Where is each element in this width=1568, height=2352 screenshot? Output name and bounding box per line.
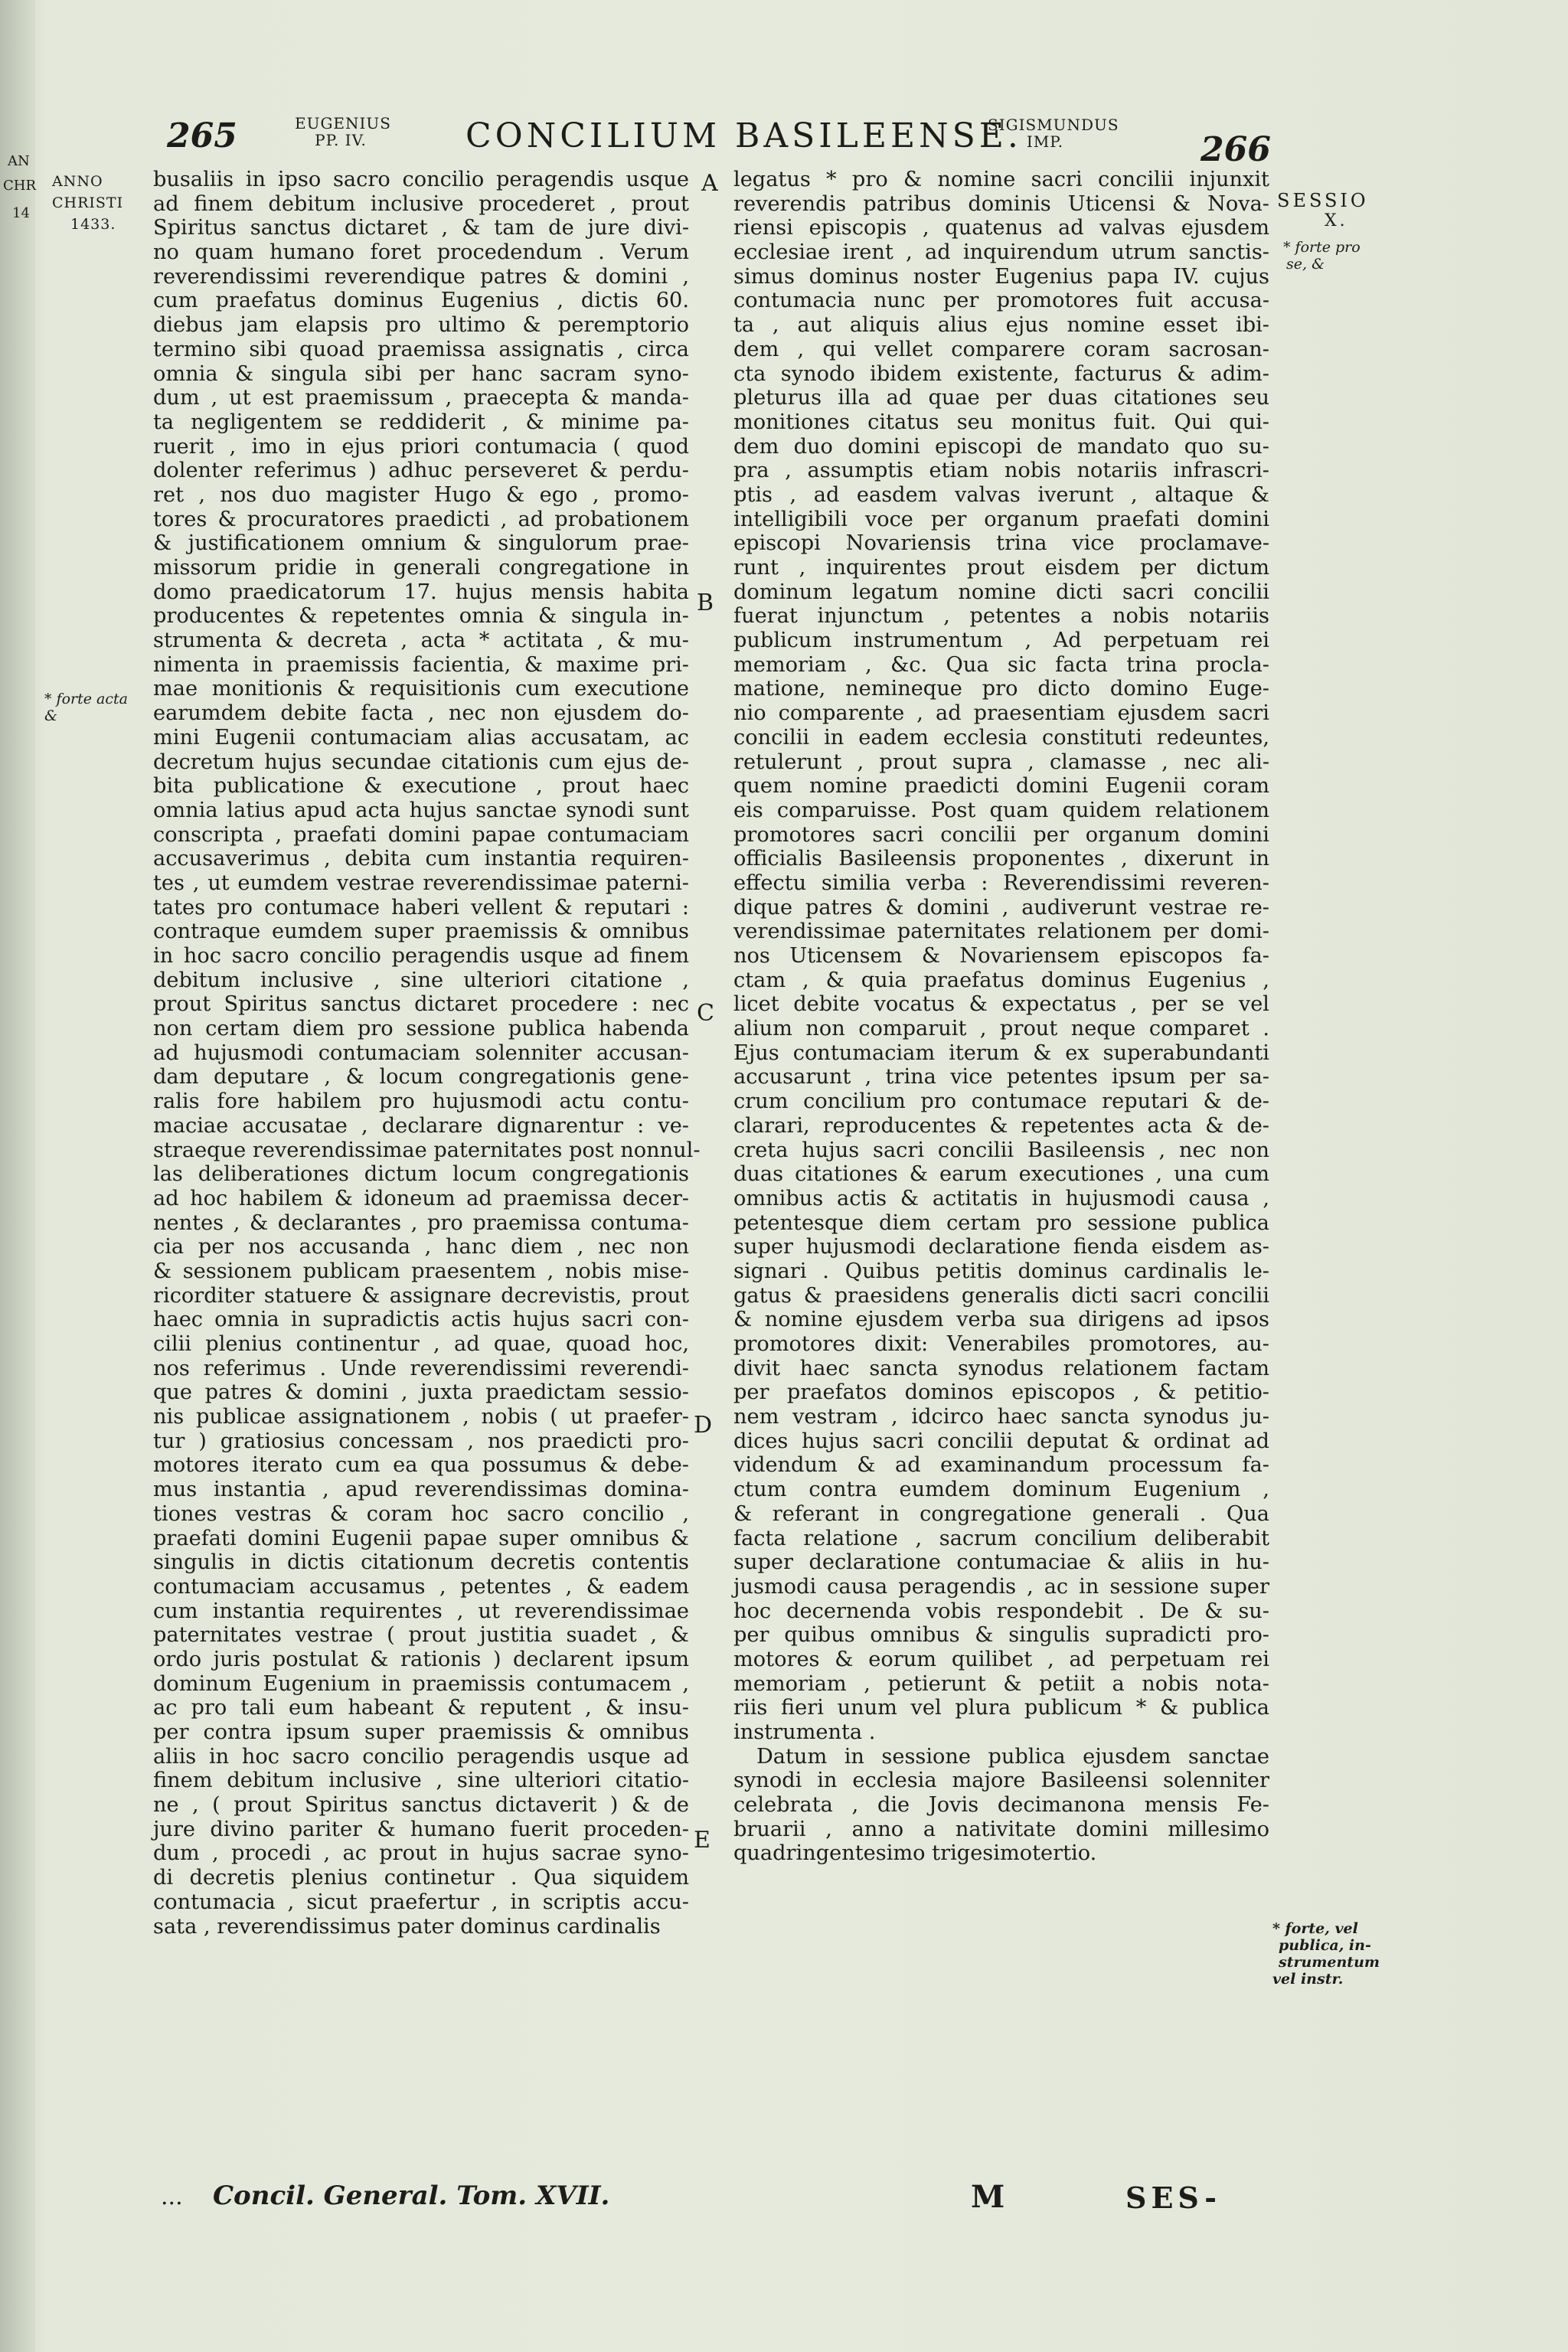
text-line: jusmodi causa peragendis , ac in sessione super <box>733 1574 1269 1599</box>
text-line: ad hujusmodi contumaciam solenniter accusan- <box>153 1040 689 1065</box>
text-line: domo praedicatorum 17. hujus mensis habita <box>153 580 689 604</box>
margin-session-number: X. <box>1325 211 1348 230</box>
text-line: motores & eorum quilibet , ad perpetuam rei <box>733 1647 1269 1671</box>
text-line: tur ) gratiosius concessam , nos praedicti pro- <box>153 1429 689 1453</box>
margin-note-right-2-line-2: publica, in- <box>1279 1937 1371 1954</box>
page-title: CONCILIUM BASILEENSE. <box>466 116 1022 155</box>
text-line: contumaciam accusamus , petentes , & eadem <box>153 1574 689 1599</box>
section-letter-d: D <box>694 1412 713 1439</box>
footer-catchword: SES- <box>1125 2180 1222 2215</box>
text-line: pleturus illa ad quae per duas citationes seu <box>733 386 1269 410</box>
text-line: celebrata , die Jovis decimanona mensis Fe- <box>733 1793 1269 1818</box>
text-line: & sessionem publicam praesentem , nobis mise- <box>153 1259 689 1283</box>
text-line: dices hujus sacri concilii deputat & ordinat ad <box>733 1429 1269 1453</box>
text-line: per praefatos dominos episcopos , & petitio- <box>733 1380 1269 1405</box>
text-line: ruerit , imo in ejus priori contumacia ( quod <box>153 434 689 459</box>
text-line: omnibus actis & actitatis in hujusmodi causa , <box>733 1186 1269 1210</box>
text-line: nio comparente , ad praesentiam ejusdem sacri <box>733 701 1269 726</box>
text-line: ctam , & quia praefatus dominus Eugenius , <box>733 968 1269 992</box>
text-line: officialis Basileensis proponentes , dixerunt in <box>733 847 1269 871</box>
text-line: tores & procuratores praedicti , ad probationem <box>153 507 689 531</box>
text-line: ne , ( prout Spiritus sanctus dictaverit ) & de <box>153 1793 689 1818</box>
text-line: verendissimae paternitates relationem per domi- <box>733 920 1269 944</box>
text-line: & nomine ejusdem verba sua dirigens ad ipsos <box>733 1308 1269 1332</box>
text-line: & justificationem omnium & singulorum prae- <box>153 531 689 556</box>
text-line: mini Eugenii contumaciam alias accusatam, ac <box>153 725 689 750</box>
margin-session-word: SESSIO <box>1277 190 1369 211</box>
left-text-column <box>153 168 701 1939</box>
text-line: cilii plenius continentur , ad quae, quoad hoc, <box>153 1332 689 1356</box>
text-line: & referant in congregatione generali . Qua <box>733 1501 1269 1526</box>
text-line: nimenta in praemissis facientia, & maxime pri- <box>153 652 689 677</box>
text-line: ta negligentem se reddiderit , & minime pa- <box>153 410 689 434</box>
margin-note-right-1 <box>1283 239 1361 273</box>
text-line: sata , reverendissimus pater dominus cardinalis <box>153 1914 661 1939</box>
text-line: synodi in ecclesia majore Basileensi solenniter <box>733 1769 1269 1793</box>
text-line: quem nomine praedicti domini Eugenii coram <box>733 774 1269 799</box>
text-line: creta hujus sacri concilii Basileensis , nec non <box>733 1138 1269 1162</box>
text-line: ad hoc habilem & idoneum ad praemissa decer- <box>153 1186 689 1210</box>
text-line: divit haec sancta synodus relationem factam <box>733 1356 1269 1380</box>
text-line: motores iterato cum ea qua possumus & debe- <box>153 1453 689 1478</box>
text-line: paternitates vestrae ( prout justitia suadet , & <box>153 1623 689 1648</box>
text-line: nis publicae assignationem , nobis ( ut praefer- <box>153 1405 689 1429</box>
text-line: riensi episcopis , quatenus ad valvas ejusdem <box>733 216 1269 240</box>
margin-session <box>1277 190 1369 230</box>
text-line: contumacia , sicut praefertur , in scriptis accu- <box>153 1890 689 1914</box>
text-line: singulis in dictis citationum decretis contentis <box>153 1550 689 1575</box>
margin-note-left-text: * forte acta <box>44 691 128 707</box>
text-line: signari . Quibus petitis dominus cardinalis le- <box>733 1259 1269 1283</box>
text-line: ad finem debitum inclusive procederet , prout <box>153 191 689 216</box>
text-line: dique patres & domini , audiverunt vestrae re- <box>733 895 1269 920</box>
text-line: cta synodo ibidem existente, facturus & adim- <box>733 361 1269 386</box>
text-line: retulerunt , prout supra , clamasse , nec ali- <box>733 750 1269 774</box>
text-line: maciae accusatae , declarare dignarentur : ve- <box>153 1113 689 1138</box>
text-line: simus dominus noster Eugenius papa IV. cujus <box>733 264 1269 289</box>
margin-note-right-2-line-3: strumentum <box>1279 1954 1380 1971</box>
text-line: promotores dixit: Venerabiles promotores, au- <box>733 1332 1269 1356</box>
text-line: debitum inclusive , sine ulteriori citatione , <box>153 968 689 992</box>
text-line: monitiones citatus seu monitus fuit. Qui qui- <box>733 410 1269 434</box>
text-line: non certam diem pro sessione publica habenda <box>153 1017 689 1041</box>
text-line: dum , procedi , ac prout in hujus sacrae syno- <box>153 1841 689 1866</box>
margin-note-right-1-line-2: se, & <box>1286 256 1325 273</box>
text-line: tiones vestras & coram hoc sacro concilio , <box>153 1501 689 1526</box>
margin-note-left-text-2: & <box>44 707 57 724</box>
text-line: super hujusmodi declaratione fienda eisdem as- <box>733 1235 1269 1259</box>
text-line: promotores sacri concilii per organum domini <box>733 822 1269 847</box>
text-line: cum instantia requirentes , ut reverendissimae <box>153 1599 689 1623</box>
text-line: missorum pridie in generali congregatione in <box>153 556 689 580</box>
text-line: matione, nemineque pro dicto domino Euge- <box>733 677 1269 701</box>
margin-note-right-1-line-1: * forte pro <box>1283 239 1361 256</box>
text-line: alium non comparuit , prout neque comparet . <box>733 1017 1269 1041</box>
margin-note-right-2-line-1: * forte, vel <box>1272 1920 1358 1937</box>
margin-note-right-2 <box>1272 1920 1380 1988</box>
text-line: omnia & singula sibi per hanc sacram syno- <box>153 361 689 386</box>
margin-note-right-2-line-4: vel instr. <box>1272 1971 1344 1988</box>
text-line: dem , qui vellet comparere coram sacrosan- <box>733 337 1269 361</box>
text-line: ecclesiae irent , ad inquirendum utrum sanctis- <box>733 240 1269 265</box>
text-line: prout Spiritus sanctus dictaret procedere : nec <box>153 992 689 1017</box>
text-line: haec omnia in supradictis actis hujus sacri con- <box>153 1308 689 1332</box>
text-line: aliis in hoc sacro concilio peragendis usque ad <box>153 1744 689 1769</box>
text-line: riis fieri unum vel plura publicum * & publica <box>733 1696 1269 1720</box>
spine-fragment-1: AN <box>8 153 30 169</box>
text-line: ac pro tali eum habeant & reputent , & insu- <box>153 1696 689 1720</box>
text-line: licet debite vocatus & expectatus , per se vel <box>733 992 1269 1017</box>
text-line: ctum contra eumdem dominum Eugenium , <box>733 1478 1269 1502</box>
text-line: contraque eumdem super praemissis & omnibus <box>153 920 689 944</box>
footer-volume: Concil. General. Tom. XVII. <box>213 2180 610 2211</box>
text-line: accusaverimus , debita cum instantia requiren- <box>153 847 689 871</box>
text-line: cum praefatus dominus Eugenius , dictis 60. <box>153 289 689 313</box>
text-line: reverendis patribus dominis Uticensi & Nova- <box>733 191 1269 216</box>
text-line: di decretis plenius continetur . Qua siquidem <box>153 1866 689 1890</box>
running-head-pope <box>295 114 391 149</box>
text-line: straeque reverendissimae paternitates post nonnul- <box>153 1138 701 1162</box>
text-line: contumacia nunc per promotores fuit accusa- <box>733 289 1269 313</box>
text-line: praefati domini Eugenii papae super omnibus & <box>153 1526 689 1550</box>
text-line: decretum hujus secundae citationis cum ejus de- <box>153 750 689 774</box>
text-line: publicum instrumentum , Ad perpetuam rei <box>733 629 1269 653</box>
text-line: duas citationes & earum executiones , una cum <box>733 1162 1269 1187</box>
text-line: legatus * pro & nomine sacri concilii injunxit <box>733 168 1269 191</box>
text-line: jure divino pariter & humano fuerit proceden- <box>153 1817 689 1841</box>
footer-dash: ... <box>161 2184 183 2210</box>
text-line: clarari, reproducentes & repetentes acta & de- <box>733 1113 1269 1138</box>
text-line: conscripta , praefati domini papae contumaciam <box>153 822 689 847</box>
text-line: ptis , ad easdem valvas iverunt , altaque & <box>733 482 1269 507</box>
text-line: Datum in sessione publica ejusdem sanctae <box>756 1744 1269 1769</box>
text-line: no quam humano foret procedendum . Verum <box>153 240 689 265</box>
text-line: instrumenta . <box>733 1720 876 1744</box>
text-line: super declaratione contumaciae & aliis in hu- <box>733 1550 1269 1575</box>
text-line: omnia latius apud acta hujus sanctae synodi sunt <box>153 798 689 822</box>
emperor-title: IMP. <box>1026 132 1064 151</box>
text-line: intelligibili voce per organum praefati domini <box>733 507 1269 531</box>
page-number-left: 265 <box>167 116 237 155</box>
right-text-column <box>733 168 1269 1866</box>
section-letter-b: B <box>697 590 714 616</box>
spine-fragment-2: CHR <box>3 178 37 194</box>
text-line: episcopi Novariensis trina vice proclamave- <box>733 531 1269 556</box>
text-line: nem vestram , idcirco haec sancta synodus ju- <box>733 1405 1269 1429</box>
text-line: cia per nos accusanda , hanc diem , nec non <box>153 1235 689 1259</box>
text-line: dem duo domini episcopi de mandato quo su- <box>733 434 1269 459</box>
footer-signature-mark: M <box>971 2179 1005 2215</box>
text-line: bita publicatione & executione , prout haec <box>153 774 689 799</box>
text-line: crum concilium pro contumace reputari & de- <box>733 1089 1269 1114</box>
text-line: in hoc sacro concilio peragendis usque ad finem <box>153 944 689 968</box>
running-head-emperor <box>988 116 1119 151</box>
text-line: busaliis in ipso sacro concilio peragendis usque <box>153 168 689 191</box>
text-line: eis comparuisse. Post quam quidem relationem <box>733 798 1269 822</box>
text-line: memoriam , &c. Qua sic facta trina procla- <box>733 652 1269 677</box>
text-line: reverendissimi reverendique patres & domini , <box>153 264 689 289</box>
text-line: tes , ut eumdem vestrae reverendissimae paterni- <box>153 871 689 895</box>
margin-anno <box>52 173 123 233</box>
text-line: producentes & repetentes omnia & singula in- <box>153 604 689 629</box>
text-line: bruarii , anno a nativitate domini millesimo <box>733 1817 1269 1841</box>
text-line: dolenter referimus ) adhuc perseveret & perdu- <box>153 459 689 483</box>
text-line: mae monitionis & requisitionis cum executione <box>153 677 689 701</box>
text-line: per contra ipsum super praemissis & omnibus <box>153 1720 689 1744</box>
text-line: gatus & praesidens generalis dicti sacri concilii <box>733 1283 1269 1308</box>
text-line: finem debitum inclusive , sine ulteriori citatio- <box>153 1769 689 1793</box>
text-line: videndum & ad examinandum processum fa- <box>733 1453 1269 1478</box>
text-line: ordo juris postulat & rationis ) declarent ipsum <box>153 1647 689 1671</box>
text-line: Spiritus sanctus dictaret , & tam de jure divi- <box>153 216 689 240</box>
text-line: fuerat injunctum , petentes a nobis notariis <box>733 604 1269 629</box>
text-line: mus instantia , apud reverendissimas domina- <box>153 1478 689 1502</box>
text-line: ta , aut aliquis alius ejus nomine esset ibi- <box>733 313 1269 338</box>
text-line: memoriam , petierunt & petiit a nobis nota- <box>733 1671 1269 1696</box>
text-line: dominum Eugenium in praemissis contumacem , <box>153 1671 689 1696</box>
text-line: las deliberationes dictum locum congregationis <box>153 1162 689 1187</box>
text-line: runt , inquirentes prout eisdem per dictum <box>733 556 1269 580</box>
page-gutter <box>0 0 35 2352</box>
section-letter-e: E <box>694 1827 710 1854</box>
margin-year: 1433. <box>70 216 116 233</box>
text-line: quadringentesimo trigesimotertio. <box>733 1841 1097 1866</box>
text-line: dam deputare , & locum congregationis gene- <box>153 1065 689 1089</box>
margin-anno-word: ANNO <box>52 173 103 190</box>
text-line: dum , ut est praemissum , praecepta & manda- <box>153 386 689 410</box>
text-line: ralis fore habilem pro hujusmodi actu contu- <box>153 1089 689 1114</box>
text-line: nos referimus . Unde reverendissimi reverendi- <box>153 1356 689 1380</box>
text-line: earumdem debite facta , nec non ejusdem do- <box>153 701 689 726</box>
margin-note-left <box>44 691 128 724</box>
section-letter-c: C <box>697 1000 714 1027</box>
text-line: facta relatione , sacrum concilium deliberabit <box>733 1526 1269 1550</box>
text-line: petentesque diem certam pro sessione publica <box>733 1210 1269 1235</box>
text-line: nentes , & declarantes , pro praemissa contuma- <box>153 1210 689 1235</box>
margin-christi-word: CHRISTI <box>52 194 124 211</box>
text-line: concilii in eadem ecclesia constituti redeuntes, <box>733 725 1269 750</box>
text-line: diebus jam elapsis pro ultimo & peremptorio <box>153 313 689 338</box>
text-line: nos Uticensem & Novariensem episcopos fa- <box>733 944 1269 968</box>
text-line: per quibus omnibus & singulis supradicti pro- <box>733 1623 1269 1648</box>
text-line: pra , assumptis etiam nobis notariis infrascri- <box>733 459 1269 483</box>
text-line: Ejus contumaciam iterum & ex superabundanti <box>733 1040 1269 1065</box>
text-line: accusarunt , trina vice petentes ipsum per sa- <box>733 1065 1269 1089</box>
pope-name: EUGENIUS <box>295 114 391 132</box>
page-number-right: 266 <box>1200 130 1271 169</box>
text-line: tates pro contumace haberi vellent & reputari : <box>153 895 689 920</box>
text-line: que patres & domini , juxta praedictam sessio- <box>153 1380 689 1405</box>
section-letter-a: A <box>701 170 718 197</box>
text-line: ricorditer statuere & assignare decrevistis, prout <box>153 1283 689 1308</box>
pope-title: PP. IV. <box>315 131 367 149</box>
text-line: ret , nos duo magister Hugo & ego , promo- <box>153 482 689 507</box>
text-line: dominum legatum nomine dicti sacri concilii <box>733 580 1269 604</box>
spine-fragment-3: 14 <box>12 205 30 221</box>
text-line: hoc decernenda vobis respondebit . De & su- <box>733 1599 1269 1623</box>
emperor-name: SIGISMUNDUS <box>988 116 1119 134</box>
text-line: strumenta & decreta , acta * actitata , & mu- <box>153 629 689 653</box>
text-line: termino sibi quoad praemissa assignatis , circa <box>153 337 689 361</box>
text-line: effectu similia verba : Reverendissimi reveren- <box>733 871 1269 895</box>
